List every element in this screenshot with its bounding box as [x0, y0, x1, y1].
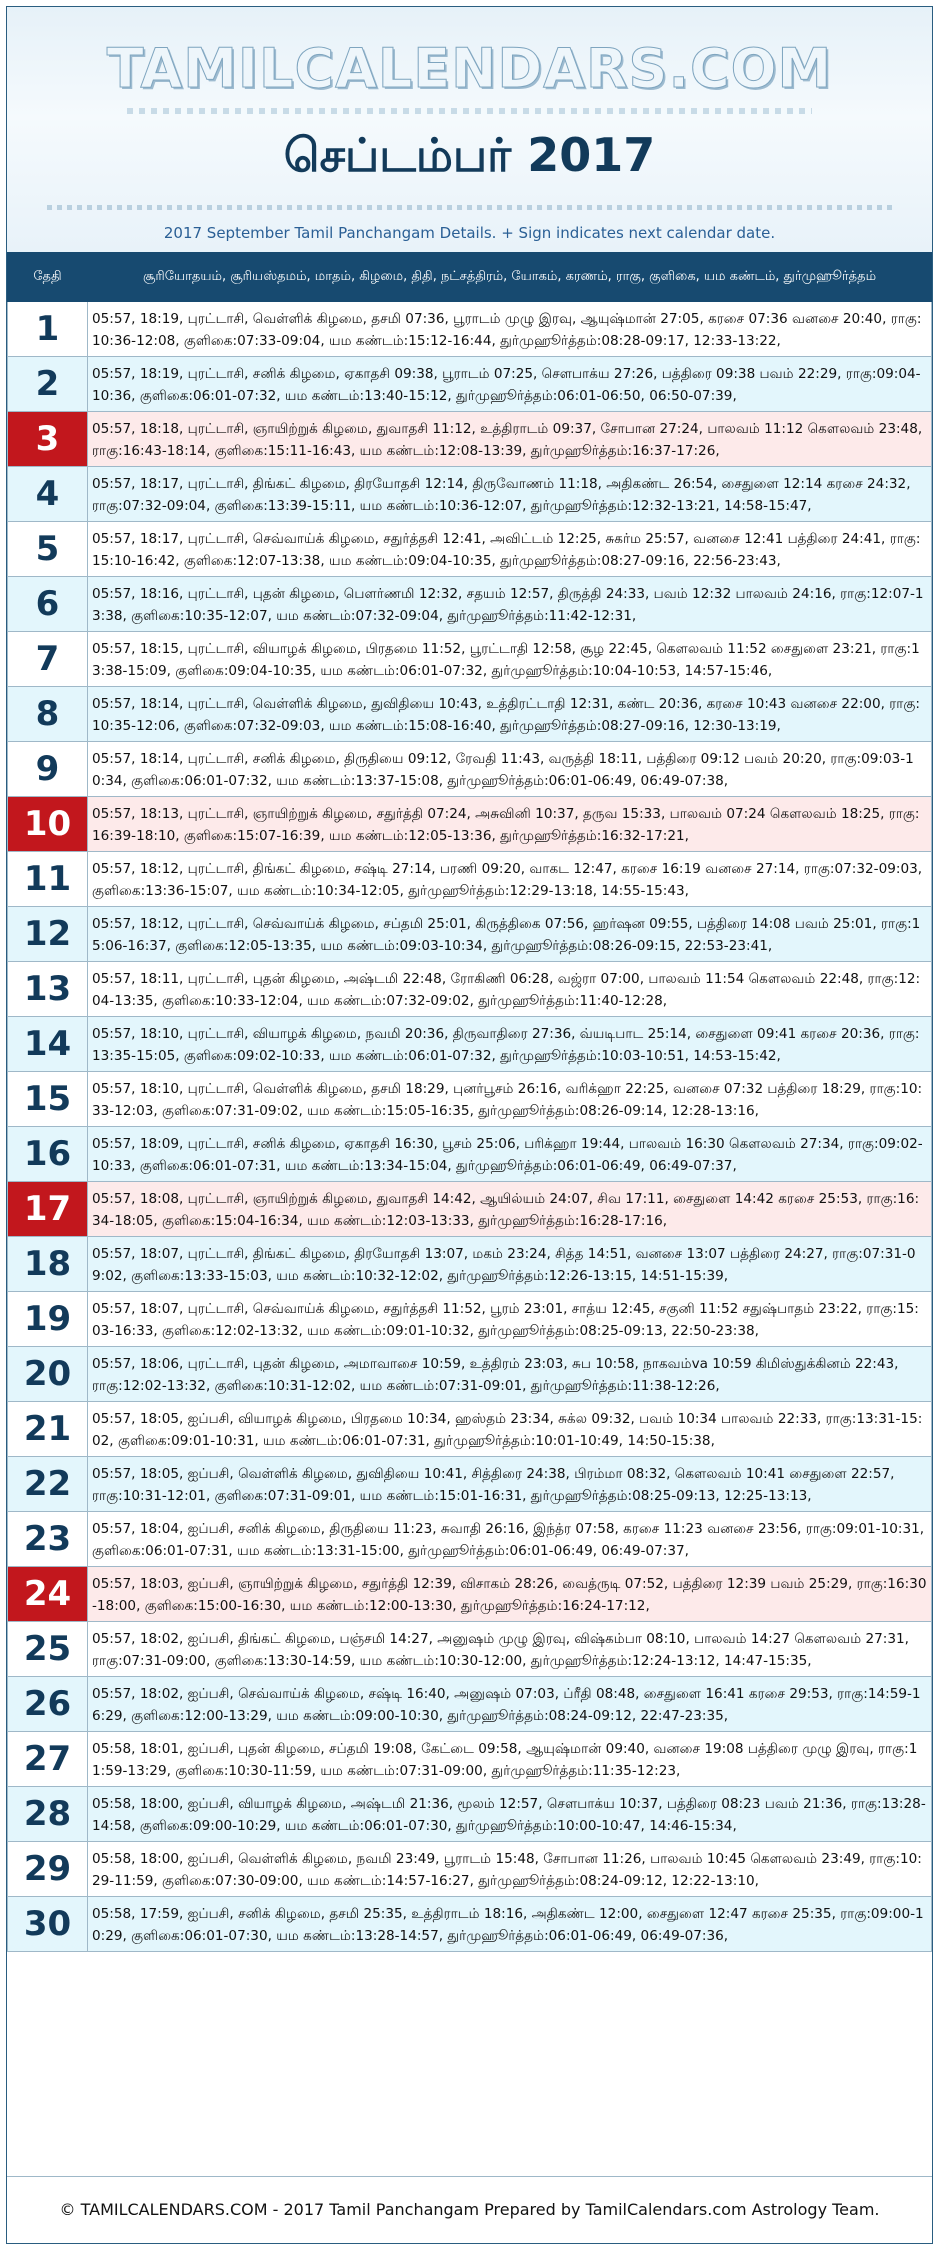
table-row: [8, 797, 932, 852]
page-title: செப்டம்பர் 2017: [283, 128, 656, 182]
table-row: [8, 1457, 932, 1512]
decorative-divider: [127, 108, 812, 114]
day-details: 05:57, 18:18, புரட்டாசி, ஞாயிற்றுக் கிழமை, துவாதசி 11:12, உத்திராடம் 09:37, சோபான 27:24, பாலவம் 11:12 கௌலவம் 23:48, ராகு:16:43-18:14, குளிகை:15:11-16:43, யம கண்டம்:12:08-13:39, துர்முஹூர்த்தம்:16:37-17:26,: [88, 412, 932, 467]
day-details: 05:57, 18:03, ஐப்பசி, ஞாயிற்றுக் கிழமை, சதுர்த்தி 12:39, விசாகம் 28:26, வைத்ருடி 07:52, பத்திரை 12:39 பவம் 25:29, ராகு:16:30-18:00, குளிகை:15:00-16:30, யம கண்டம்:12:00-13:30, துர்முஹூர்த்தம்:16:24-17:12,: [88, 1567, 932, 1622]
day-details: 05:57, 18:12, புரட்டாசி, திங்கட் கிழமை, சஷ்டி 27:14, பரணி 09:20, வாகட 12:47, கரசை 16:19 வனசை 27:14, ராகு:07:32-09:03, குளிகை:13:36-15:07, யம கண்டம்:10:34-12:05, துர்முஹூர்த்தம்:12:29-13:18, 14:55-15:43,: [88, 852, 932, 907]
day-number: 8: [8, 687, 88, 742]
table-row: [8, 1677, 932, 1732]
day-details: 05:57, 18:02, ஐப்பசி, திங்கட் கிழமை, பஞ்சமி 14:27, அனுஷம் முழு இரவு, விஷ்கம்பா 08:10, பாலவம் 14:27 கௌலவம் 27:31, ராகு:07:31-09:00, குளிகை:13:30-14:59, யம கண்டம்:10:30-12:00, துர்முஹூர்த்தம்:12:24-13:12, 14:47-15:35,: [88, 1622, 932, 1677]
day-number: 9: [8, 742, 88, 797]
day-number: 3: [8, 412, 88, 467]
day-details: 05:57, 18:07, புரட்டாசி, செவ்வாய்க் கிழமை, சதுர்த்தசி 11:52, பூரம் 23:01, சாத்ய 12:45, சகுனி 11:52 சதுஷ்பாதம் 23:22, ராகு:15:03-16:33, குளிகை:12:02-13:32, யம கண்டம்:09:01-10:32, துர்முஹூர்த்தம்:08:25-09:13, 22:50-23:38,: [88, 1292, 932, 1347]
table-row: [8, 1237, 932, 1292]
day-details: 05:57, 18:14, புரட்டாசி, வெள்ளிக் கிழமை, துவிதியை 10:43, உத்திரட்டாதி 12:31, கண்ட 20:36, கரசை 10:43 வனசை 22:00, ராகு:10:35-12:06, குளிகை:07:32-09:03, யம கண்டம்:15:08-16:40, துர்முஹூர்த்தம்:08:27-09:16, 12:30-13:19,: [88, 687, 932, 742]
table-row: [8, 1732, 932, 1787]
day-details: 05:58, 18:01, ஐப்பசி, புதன் கிழமை, சப்தமி 19:08, கேட்டை 09:58, ஆயுஷ்மான் 09:40, வனசை 19:08 பத்திரை முழு இரவு, ராகு:11:59-13:29, குளிகை:10:30-11:59, யம கண்டம்:07:31-09:00, துர்முஹூர்த்தம்:11:35-12:23,: [88, 1732, 932, 1787]
day-details: 05:57, 18:11, புரட்டாசி, புதன் கிழமை, அஷ்டமி 22:48, ரோகிணி 06:28, வஜ்ரா 07:00, பாலவம் 11:54 கௌலவம் 22:48, ராகு:12:04-13:35, குளிகை:10:33-12:04, யம கண்டம்:07:32-09:02, துர்முஹூர்த்தம்:11:40-12:28,: [88, 962, 932, 1017]
day-number: 18: [8, 1237, 88, 1292]
day-details: 05:57, 18:05, ஐப்பசி, வெள்ளிக் கிழமை, துவிதியை 10:41, சித்திரை 24:38, பிரம்மா 08:32, கௌலவம் 10:41 சைதுளை 22:57, ராகு:10:31-12:01, குளிகை:07:31-09:01, யம கண்டம்:15:01-16:31, துர்முஹூர்த்தம்:08:25-09:13, 12:25-13:13,: [88, 1457, 932, 1512]
day-number: 29: [8, 1842, 88, 1897]
table-row: [8, 1787, 932, 1842]
table-row: [8, 687, 932, 742]
table-row: [8, 412, 932, 467]
day-number: 22: [8, 1457, 88, 1512]
day-number: 14: [8, 1017, 88, 1072]
table-body: [8, 302, 932, 1952]
day-details: 05:57, 18:10, புரட்டாசி, வெள்ளிக் கிழமை, தசமி 18:29, புனர்பூசம் 26:16, வரிக்ஹா 22:25, வனசை 07:32 பத்திரை 18:29, ராகு:10:33-12:03, குளிகை:07:31-09:02, யம கண்டம்:15:05-16:35, துர்முஹூர்த்தம்:08:26-09:14, 12:28-13:16,: [88, 1072, 932, 1127]
day-details: 05:57, 18:19, புரட்டாசி, சனிக் கிழமை, ஏகாதசி 09:38, பூராடம் 07:25, சௌபாக்ய 27:26, பத்திரை 09:38 பவம் 22:29, ராகு:09:04-10:36, குளிகை:06:01-07:32, யம கண்டம்:13:40-15:12, துர்முஹூர்த்தம்:06:01-06:50, 06:50-07:39,: [88, 357, 932, 412]
day-number: 25: [8, 1622, 88, 1677]
table-row: [8, 357, 932, 412]
table-row: [8, 1182, 932, 1237]
day-number: 17: [8, 1182, 88, 1237]
day-number: 4: [8, 467, 88, 522]
day-details: 05:57, 18:06, புரட்டாசி, புதன் கிழமை, அமாவாசை 10:59, உத்திரம் 23:03, சுப 10:58, நாகவம்va 10:59 கிமிஸ்துக்கினம் 22:43, ராகு:12:02-13:32, குளிகை:10:31-12:02, யம கண்டம்:07:31-09:01, துர்முஹூர்த்தம்:11:38-12:26,: [88, 1347, 932, 1402]
table-header-row: [8, 253, 932, 302]
day-details: 05:57, 18:09, புரட்டாசி, சனிக் கிழமை, ஏகாதசி 16:30, பூசம் 25:06, பரிக்ஹா 19:44, பாலவம் 16:30 கௌலவம் 27:34, ராகு:09:02-10:33, குளிகை:06:01-07:31, யம கண்டம்:13:34-15:04, துர்முஹூர்த்தம்:06:01-06:49, 06:49-07:37,: [88, 1127, 932, 1182]
table-row: [8, 742, 932, 797]
day-details: 05:57, 18:16, புரட்டாசி, புதன் கிழமை, பௌர்ணமி 12:32, சதயம் 12:57, திருத்தி 24:33, பவம் 12:32 பாலவம் 24:16, ராகு:12:07-13:38, குளிகை:10:35-12:07, யம கண்டம்:07:32-09:04, துர்முஹூர்த்தம்:11:42-12:31,: [88, 577, 932, 632]
page-subtitle: 2017 September Tamil Panchangam Details. + Sign indicates next calendar date.: [163, 224, 776, 242]
calendar-frame: [6, 6, 933, 2244]
table-row: [8, 1347, 932, 1402]
table-row: [8, 1567, 932, 1622]
day-number: 24: [8, 1567, 88, 1622]
table-row: [8, 1402, 932, 1457]
day-details: 05:58, 18:00, ஐப்பசி, வெள்ளிக் கிழமை, நவமி 23:49, பூராடம் 15:48, சோபான 11:26, பாலவம் 10:45 கௌலவம் 23:49, ராகு:10:29-11:59, குளிகை:07:30-09:00, யம கண்டம்:14:57-16:27, துர்முஹூர்த்தம்:08:24-09:12, 12:22-13:10,: [88, 1842, 932, 1897]
day-number: 28: [8, 1787, 88, 1842]
site-logo-title: TAMILCALENDARS.COM: [106, 37, 833, 100]
day-number: 30: [8, 1897, 88, 1952]
day-details: 05:57, 18:15, புரட்டாசி, வியாழக் கிழமை, பிரதமை 11:52, பூரட்டாதி 12:58, சூழ 22:45, கௌலவம் 11:52 சைதுளை 23:21, ராகு:13:38-15:09, குளிகை:09:04-10:35, யம கண்டம்:06:01-07:32, துர்முஹூர்த்தம்:10:04-10:53, 14:57-15:46,: [88, 632, 932, 687]
day-details: 05:57, 18:10, புரட்டாசி, வியாழக் கிழமை, நவமி 20:36, திருவாதிரை 27:36, வ்யடிபாட 25:14, சைதுளை 09:41 கரசை 20:36, ராகு:13:35-15:05, குளிகை:09:02-10:33, யம கண்டம்:06:01-07:32, துர்முஹூர்த்தம்:10:03-10:51, 14:53-15:42,: [88, 1017, 932, 1072]
table-row: [8, 577, 932, 632]
table-row: [8, 1127, 932, 1182]
table-row: [8, 1622, 932, 1677]
page-footer: © TAMILCALENDARS.COM - 2017 Tamil Panchangam Prepared by TamilCalendars.com Astrology Team.: [7, 2176, 932, 2243]
day-details: 05:57, 18:17, புரட்டாசி, செவ்வாய்க் கிழமை, சதுர்த்தசி 12:41, அவிட்டம் 12:25, சுகர்ம 25:57, வனசை 12:41 பத்திரை 24:41, ராகு:15:10-16:42, குளிகை:12:07-13:38, யம கண்டம்:09:04-10:35, துர்முஹூர்த்தம்:08:27-09:16, 22:56-23:43,: [88, 522, 932, 577]
day-details: 05:57, 18:13, புரட்டாசி, ஞாயிற்றுக் கிழமை, சதுர்த்தி 07:24, அசுவினி 10:37, தருவ 15:33, பாலவம் 07:24 கௌலவம் 18:25, ராகு:16:39-18:10, குளிகை:15:07-16:39, யம கண்டம்:12:05-13:36, துர்முஹூர்த்தம்:16:32-17:21,: [88, 797, 932, 852]
day-number: 1: [8, 302, 88, 357]
table-row: [8, 522, 932, 577]
table-row: [8, 1897, 932, 1952]
day-number: 7: [8, 632, 88, 687]
table-row: [8, 467, 932, 522]
table-row: [8, 302, 932, 357]
day-number: 27: [8, 1732, 88, 1787]
panchangam-table: [7, 252, 932, 1952]
table-row: [8, 907, 932, 962]
day-details: 05:57, 18:19, புரட்டாசி, வெள்ளிக் கிழமை, தசமி 07:36, பூராடம் முழு இரவு, ஆயுஷ்மான் 27:05, கரசை 07:36 வனசை 20:40, ராகு:10:36-12:08, குளிகை:07:33-09:04, யம கண்டம்:15:12-16:44, துர்முஹூர்த்தம்:08:28-09:17, 12:33-13:22,: [88, 302, 932, 357]
day-number: 5: [8, 522, 88, 577]
page-header: [7, 7, 932, 252]
table-row: [8, 1292, 932, 1347]
day-number: 26: [8, 1677, 88, 1732]
day-number: 21: [8, 1402, 88, 1457]
column-header-date: தேதி: [8, 253, 88, 302]
day-number: 23: [8, 1512, 88, 1567]
decorative-divider-bottom: [47, 205, 892, 210]
day-details: 05:57, 18:02, ஐப்பசி, செவ்வாய்க் கிழமை, சஷ்டி 16:40, அனுஷம் 07:03, ப்ரீதி 08:48, சைதுளை 16:41 கரசை 29:53, ராகு:14:59-16:29, குளிகை:12:00-13:29, யம கண்டம்:09:00-10:30, துர்முஹூர்த்தம்:08:24-09:12, 22:47-23:35,: [88, 1677, 932, 1732]
day-number: 13: [8, 962, 88, 1017]
day-details: 05:57, 18:04, ஐப்பசி, சனிக் கிழமை, திருதியை 11:23, சுவாதி 26:16, இந்த்ர 07:58, கரசை 11:23 வனசை 23:56, ராகு:09:01-10:31, குளிகை:06:01-07:31, யம கண்டம்:13:31-15:00, துர்முஹூர்த்தம்:06:01-06:49, 06:49-07:37,: [88, 1512, 932, 1567]
day-number: 15: [8, 1072, 88, 1127]
day-number: 2: [8, 357, 88, 412]
day-details: 05:57, 18:17, புரட்டாசி, திங்கட் கிழமை, திரயோதசி 12:14, திருவோணம் 11:18, அதிகண்ட 26:54, சைதுளை 12:14 கரசை 24:32, ராகு:07:32-09:04, குளிகை:13:39-15:11, யம கண்டம்:10:36-12:07, துர்முஹூர்த்தம்:12:32-13:21, 14:58-15:47,: [88, 467, 932, 522]
day-details: 05:57, 18:07, புரட்டாசி, திங்கட் கிழமை, திரயோதசி 13:07, மகம் 23:24, சித்த 14:51, வனசை 13:07 பத்திரை 24:27, ராகு:07:31-09:02, குளிகை:13:33-15:03, யம கண்டம்:10:32-12:02, துர்முஹூர்த்தம்:12:26-13:15, 14:51-15:39,: [88, 1237, 932, 1292]
day-number: 10: [8, 797, 88, 852]
day-number: 16: [8, 1127, 88, 1182]
day-details: 05:57, 18:05, ஐப்பசி, வியாழக் கிழமை, பிரதமை 10:34, ஹஸ்தம் 23:34, சுக்ல 09:32, பவம் 10:34 பாலவம் 22:33, ராகு:13:31-15:02, குளிகை:09:01-10:31, யம கண்டம்:06:01-07:31, துர்முஹூர்த்தம்:10:01-10:49, 14:50-15:38,: [88, 1402, 932, 1457]
day-details: 05:57, 18:08, புரட்டாசி, ஞாயிற்றுக் கிழமை, துவாதசி 14:42, ஆயில்யம் 24:07, சிவ 17:11, சைதுளை 14:42 கரசை 25:53, ராகு:16:34-18:05, குளிகை:15:04-16:34, யம கண்டம்:12:03-13:33, துர்முஹூர்த்தம்:16:28-17:16,: [88, 1182, 932, 1237]
day-details: 05:58, 18:00, ஐப்பசி, வியாழக் கிழமை, அஷ்டமி 21:36, மூலம் 12:57, சௌபாக்ய 10:37, பத்திரை 08:23 பவம் 21:36, ராகு:13:28-14:58, குளிகை:09:00-10:29, யம கண்டம்:06:01-07:30, துர்முஹூர்த்தம்:10:00-10:47, 14:46-15:34,: [88, 1787, 932, 1842]
day-details: 05:58, 17:59, ஐப்பசி, சனிக் கிழமை, தசமி 25:35, உத்திராடம் 18:16, அதிகண்ட 12:00, சைதுளை 12:47 கரசை 25:35, ராகு:09:00-10:29, குளிகை:06:01-07:30, யம கண்டம்:13:28-14:57, துர்முஹூர்த்தம்:06:01-06:49, 06:49-07:36,: [88, 1897, 932, 1952]
day-details: 05:57, 18:14, புரட்டாசி, சனிக் கிழமை, திருதியை 09:12, ரேவதி 11:43, வருத்தி 18:11, பத்திரை 09:12 பவம் 20:20, ராகு:09:03-10:34, குளிகை:06:01-07:32, யம கண்டம்:13:37-15:08, துர்முஹூர்த்தம்:06:01-06:49, 06:49-07:38,: [88, 742, 932, 797]
column-header-details: சூரியோதயம், சூரியஸ்தமம், மாதம், கிழமை, திதி, நட்சத்திரம், யோகம், கரணம், ராகு, குளிகை, யம கண்டம், துர்முஹூர்த்தம்: [88, 253, 932, 302]
table-row: [8, 1017, 932, 1072]
table-row: [8, 852, 932, 907]
table-row: [8, 632, 932, 687]
table-row: [8, 1072, 932, 1127]
table-row: [8, 962, 932, 1017]
day-number: 11: [8, 852, 88, 907]
day-number: 6: [8, 577, 88, 632]
day-number: 12: [8, 907, 88, 962]
table-row: [8, 1842, 932, 1897]
day-number: 20: [8, 1347, 88, 1402]
day-details: 05:57, 18:12, புரட்டாசி, செவ்வாய்க் கிழமை, சப்தமி 25:01, கிருத்திகை 07:56, ஹர்ஷன 09:55, பத்திரை 14:08 பவம் 25:01, ராகு:15:06-16:37, குளிகை:12:05-13:35, யம கண்டம்:09:03-10:34, துர்முஹூர்த்தம்:08:26-09:15, 22:53-23:41,: [88, 907, 932, 962]
table-row: [8, 1512, 932, 1567]
day-number: 19: [8, 1292, 88, 1347]
